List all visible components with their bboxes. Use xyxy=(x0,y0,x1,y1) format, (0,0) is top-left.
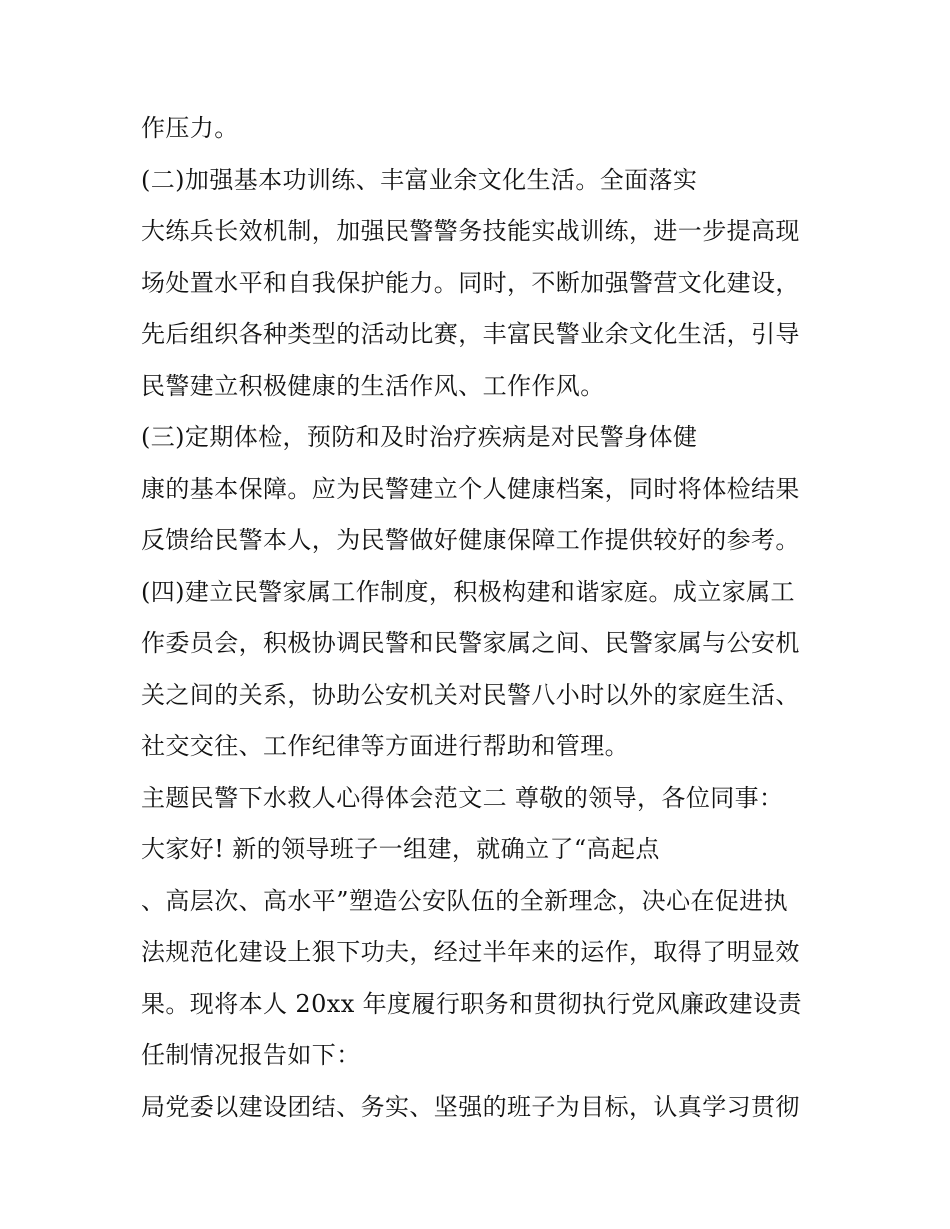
text-line: 作压力。 xyxy=(141,114,239,142)
document-body xyxy=(141,108,841,1138)
text-line: 大练兵长效机制，加强民警警务技能实战训练，进一步提高现 xyxy=(141,217,800,245)
text-line: 作委员会，积极协调民警和民警家属之间、民警家属与公安机 xyxy=(141,629,800,657)
text-line: 法规范化建设上狠下功夫，经过半年来的运作，取得了明显效 xyxy=(141,938,800,966)
text-line: 局党委以建设团结、务实、坚强的班子为目标，认真学习贯彻 xyxy=(141,1092,800,1121)
text-line: 任制情况报告如下： xyxy=(141,1041,361,1069)
text-line: 关之间的关系，协助公安机关对民警八小时以外的家庭生活、 xyxy=(141,680,800,709)
text-line: (三)定期体检，预防和及时治疗疾病是对民警身体健 xyxy=(141,423,698,451)
text-line: 果。现将本人 20xx 年度履行职务和贯彻执行党风廉政建设责 xyxy=(141,989,802,1018)
text-line: (四)建立民警家属工作制度，积极构建和谐家庭。成立家属工 xyxy=(141,577,795,606)
text-line: 、高层次、高水平”塑造公安队伍的全新理念，决心在促进执 xyxy=(141,886,789,915)
text-line: 大家好! 新的领导班子一组建，就确立了“高起点 xyxy=(141,835,660,863)
text-line: 民警建立积极健康的生活作风、工作作风。 xyxy=(141,371,605,400)
text-line: 场处置水平和自我保护能力。同时，不断加强警营文化建设， xyxy=(141,268,800,297)
text-line: 社交交往、工作纪律等方面进行帮助和管理。 xyxy=(141,732,629,760)
text-line: (二)加强基本功训练、丰富业余文化生活。全面落实 xyxy=(141,165,698,194)
text-line: 先后组织各种类型的活动比赛，丰富民警业余文化生活，引导 xyxy=(141,320,800,348)
text-line: 反馈给民警本人，为民警做好健康保障工作提供较好的参考。 xyxy=(141,526,800,554)
text-line: 主题民警下水救人心得体会范文二 尊敬的领导，各位同事： xyxy=(141,783,784,812)
text-line: 康的基本保障。应为民警建立个人健康档案，同时将体检结果 xyxy=(141,474,800,503)
